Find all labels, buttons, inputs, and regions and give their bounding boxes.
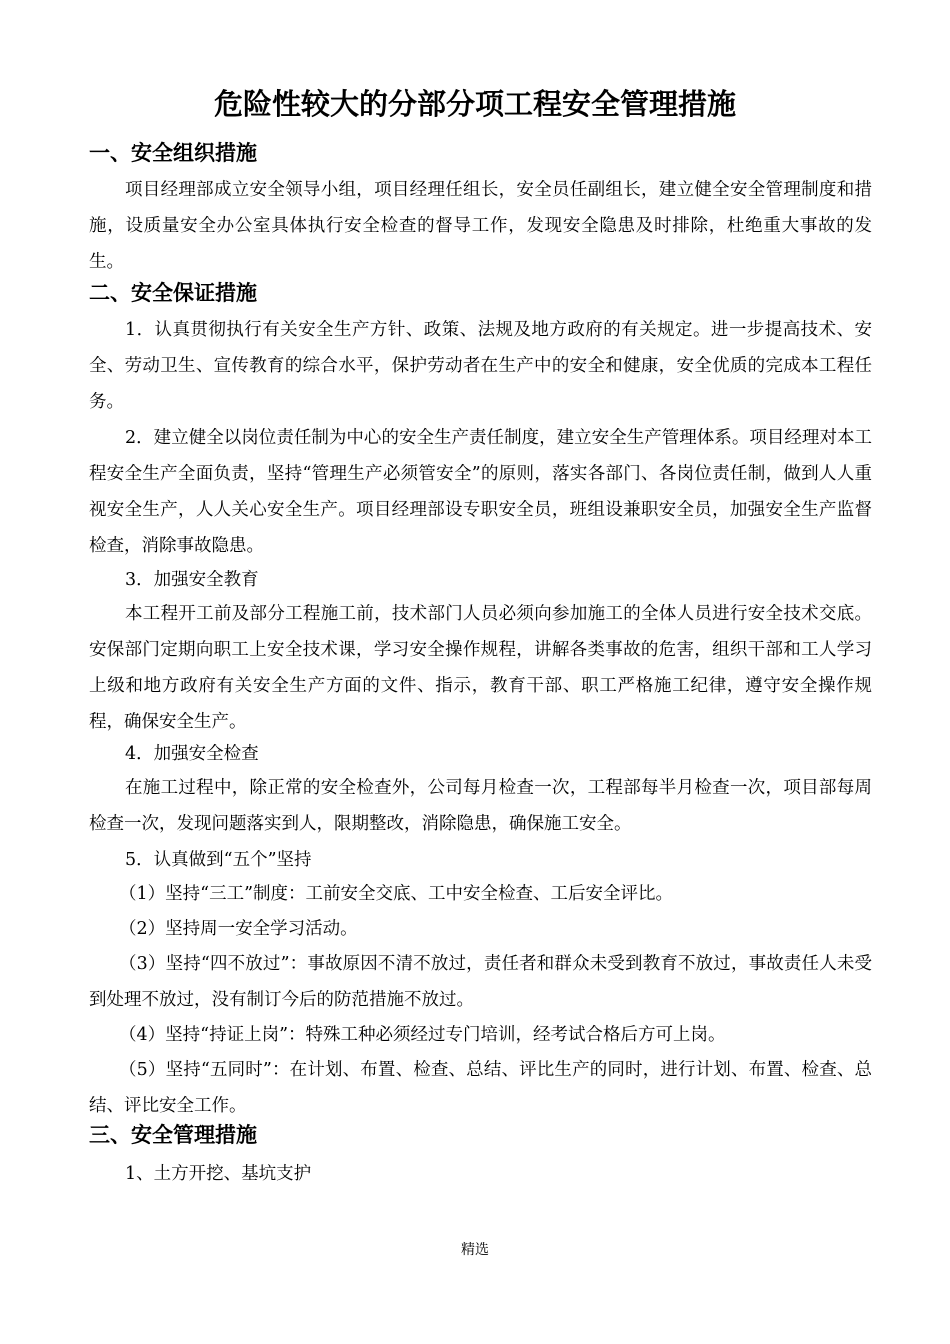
section-heading-management: 三、安全管理措施 <box>89 1123 257 1147</box>
list-item: （1）坚持“三工”制度：工前安全交底、工中安全检查、工后安全评比。 <box>119 884 674 904</box>
list-item: （4）坚持“持证上岗”：特殊工种必须经过专门培训，经考试合格后方可上岗。 <box>119 1025 726 1045</box>
paragraph-management-1: 1、土方开挖、基坑支护 <box>125 1164 312 1184</box>
section-heading-organization: 一、安全组织措施 <box>89 141 257 165</box>
paragraph-organization: 项目经理部成立安全领导小组，项目经理任组长，安全员任副组长，建立健全安全管理制度和措施，设质量安全办公室具体执行安全检查的督导工作，发现安全隐患及时排除，杜绝重大事故的发生。 <box>89 180 872 272</box>
page-footer: 精选 <box>461 1242 489 1258</box>
document-title: 危险性较大的分部分项工程安全管理措施 <box>213 87 736 121</box>
paragraph-guarantee-4-heading: 4．加强安全检查 <box>125 744 259 764</box>
paragraph-guarantee-2: 2．建立健全以岗位责任制为中心的安全生产责任制度，建立安全生产管理体系。项目经理对本工程安全生产全面负责，坚持“管理生产必须管安全”的原则，落实各部门、各岗位责任制，做到人人重视安全生产，人人关心安全生产。项目经理部设专职安全员，班组设兼职安全员，加强安全生产监督检查，消除事故隐患。 <box>89 428 872 556</box>
paragraph-guarantee-5-heading: 5．认真做到“五个”坚持 <box>125 850 312 870</box>
list-item: （3）坚持“四不放过”：事故原因不清不放过，责任者和群众未受到教育不放过，事故责任人未受到处理不放过，没有制订今后的防范措施不放过。 <box>89 954 872 1010</box>
paragraph-guarantee-4-body: 在施工过程中，除正常的安全检查外，公司每月检查一次，工程部每半月检查一次，项目部每周检查一次，发现问题落实到人，限期整改，消除隐患，确保施工安全。 <box>89 778 872 834</box>
list-item: （5）坚持“五同时”：在计划、布置、检查、总结、评比生产的同时，进行计划、布置、检查、总结、评比安全工作。 <box>89 1060 872 1116</box>
paragraph-guarantee-3-heading: 3．加强安全教育 <box>125 570 259 590</box>
paragraph-guarantee-1: 1．认真贯彻执行有关安全生产方针、政策、法规及地方政府的有关规定。进一步提高技术、安全、劳动卫生、宣传教育的综合水平，保护劳动者在生产中的安全和健康，安全优质的完成本工程任务。 <box>89 320 872 412</box>
paragraph-guarantee-3-body: 本工程开工前及部分工程施工前，技术部门人员必须向参加施工的全体人员进行安全技术交底。安保部门定期向职工上安全技术课，学习安全操作规程，讲解各类事故的危害，组织干部和工人学习上级和地方政府有关安全生产方面的文件、指示，教育干部、职工严格施工纪律，遵守安全操作规程，确保安全生产。 <box>89 604 872 732</box>
list-item: （2）坚持周一安全学习活动。 <box>119 919 358 939</box>
section-heading-guarantee: 二、安全保证措施 <box>89 281 257 305</box>
